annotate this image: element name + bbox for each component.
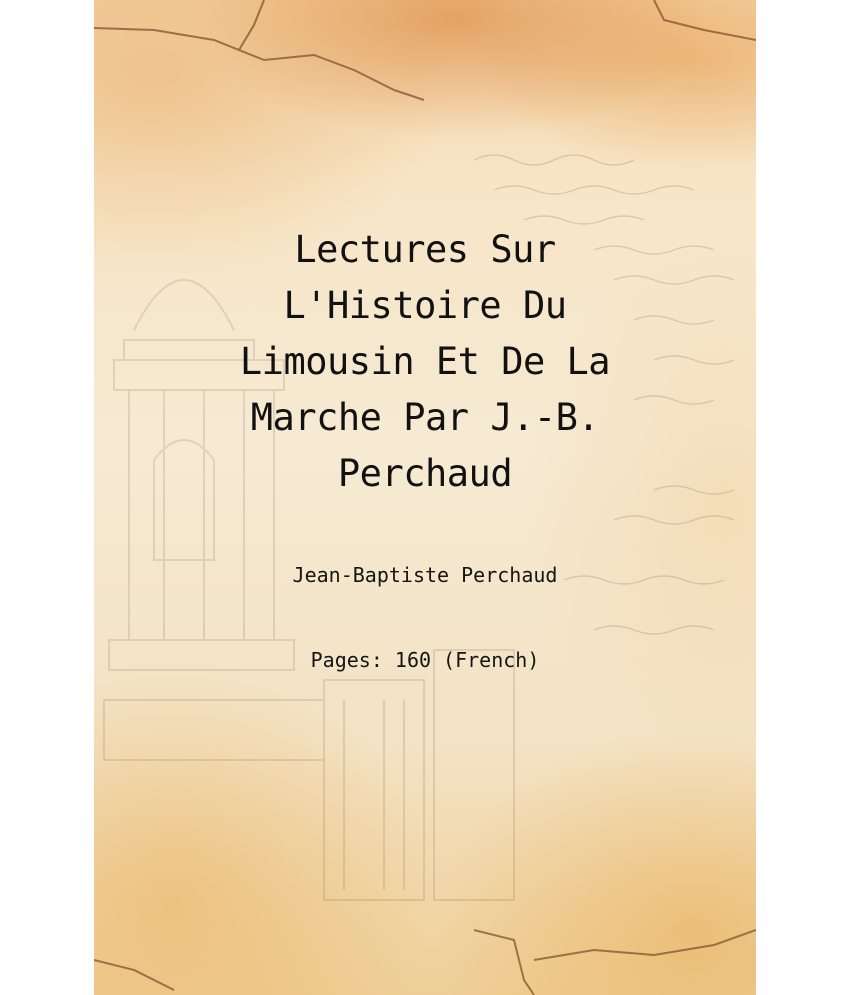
book-title <box>94 222 756 502</box>
page-count-language: Pages: 160 (French) <box>310 648 540 672</box>
book-cover <box>94 0 756 995</box>
book-author: Jean-Baptiste Perchaud <box>292 563 558 587</box>
title-line: Lectures Sur <box>294 228 556 271</box>
title-line: L'Histoire Du <box>283 284 567 327</box>
title-line: Limousin Et De La <box>239 340 611 383</box>
title-line: Marche Par J.-B. <box>250 396 600 439</box>
title-line: Perchaud <box>337 452 513 495</box>
